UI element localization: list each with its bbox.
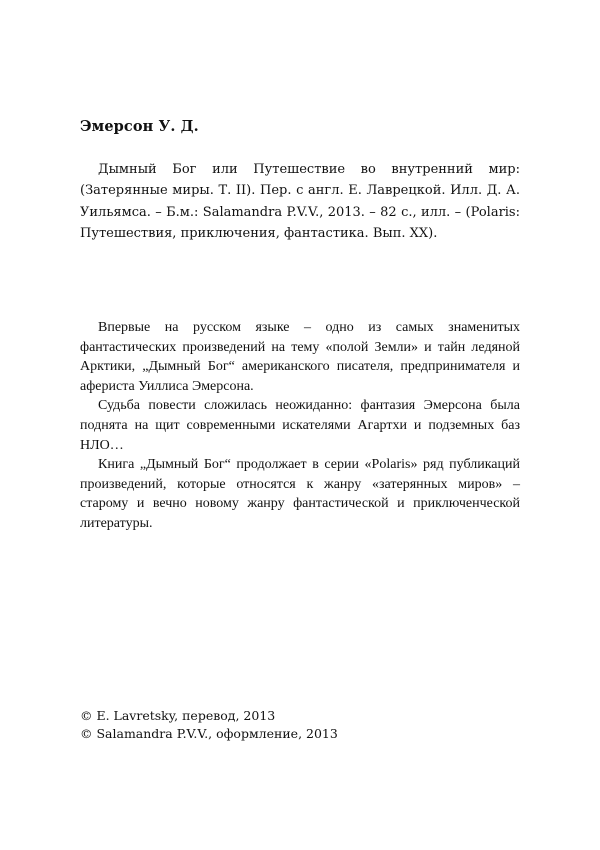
bibliographic-description: Дымный Бог или Путешествие во внутренний мир: (Затерянные миры. Т. II). Пер. с англ. Е. Лаврецкой. Илл. Д. А. Уильямса. – Б.м.: Salamandra P.V.V., 2013. – 82 с., илл. – (Polaris: Путешествия, приключения, фантастика. Вып. XX).	[80, 162, 520, 242]
annotation-paragraph: Судьба повести сложилась неожиданно: фантазия Эмерсона была поднята на щит современными искателями Агартхи и подземных баз НЛО…	[80, 398, 520, 453]
copyright-notice	[80, 707, 338, 742]
copyright-line-design: © Salamandra P.V.V., оформление, 2013	[80, 725, 338, 741]
annotation-paragraph: Книга „Дымный Бог“ продолжает в серии «Polaris» ряд публикаций произведений, которые относятся к жанру «затерянных миров» – старому и вечно новому жанру фантастической и приключенческой литературы.	[80, 457, 520, 531]
author-name: Эмерсон У. Д.	[80, 118, 199, 135]
annotation-paragraph: Впервые на русском языке – одно из самых знаменитых фантастических произведений на тему «полой Земли» и тайн ледяной Арктики, „Дымный Бог“ американского писателя, предпринимателя и афериста Уиллиса Эмерсона.	[80, 320, 520, 394]
copyright-line-translation: © E. Lavretsky, перевод, 2013	[80, 708, 276, 723]
annotation	[80, 318, 520, 534]
